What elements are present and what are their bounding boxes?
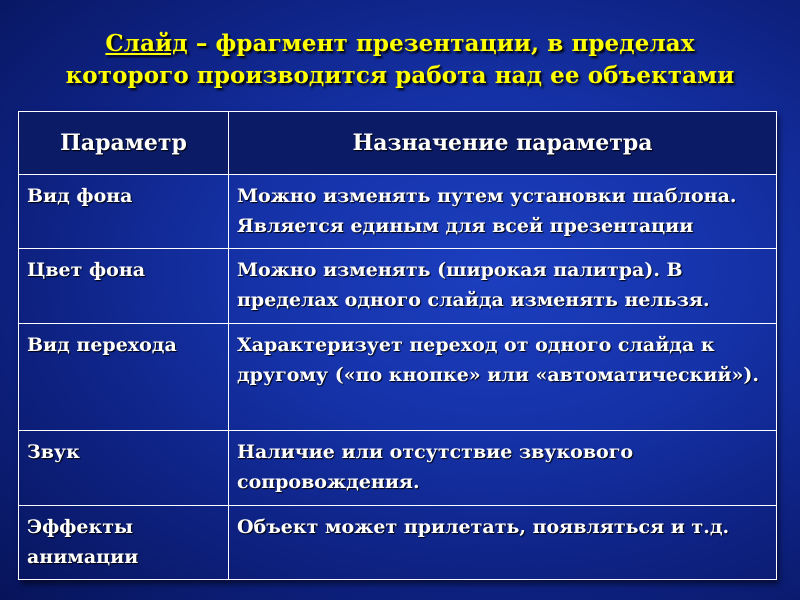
table-row	[19, 175, 777, 249]
header-parameter: Параметр	[19, 112, 229, 175]
slide-title-line-2: которого производится работа над ее объектами	[65, 62, 735, 89]
param-cell: Звук	[19, 431, 229, 505]
table-row	[19, 323, 777, 430]
table-row	[19, 505, 777, 579]
description-cell: Объект может прилетать, появляться и т.д.	[229, 505, 777, 579]
param-cell: Цвет фона	[19, 249, 229, 323]
parameters-table-container	[18, 111, 776, 580]
description-cell: Наличие или отсутствие звукового сопровождения.	[229, 431, 777, 505]
slide-title-line-1	[0, 28, 800, 60]
param-cell: Эффекты анимации	[19, 505, 229, 579]
description-cell: Характеризует переход от одного слайда к другому («по кнопке» или «автоматический»).	[229, 323, 777, 430]
description-cell: Можно изменять (широкая палитра). В пределах одного слайда изменять нельзя.	[229, 249, 777, 323]
header-purpose: Назначение параметра	[229, 112, 777, 175]
table-header-row	[19, 112, 777, 175]
slide-title-term: Слайд	[105, 30, 188, 57]
param-cell: Вид перехода	[19, 323, 229, 430]
table-row	[19, 431, 777, 505]
table-row	[19, 249, 777, 323]
slide-title	[0, 28, 800, 92]
param-cell: Вид фона	[19, 175, 229, 249]
description-cell: Можно изменять путем установки шаблона. Является единым для всей презентации	[229, 175, 777, 249]
slide-title-rest: – фрагмент презентации, в пределах	[187, 30, 695, 57]
parameters-table	[18, 111, 777, 580]
